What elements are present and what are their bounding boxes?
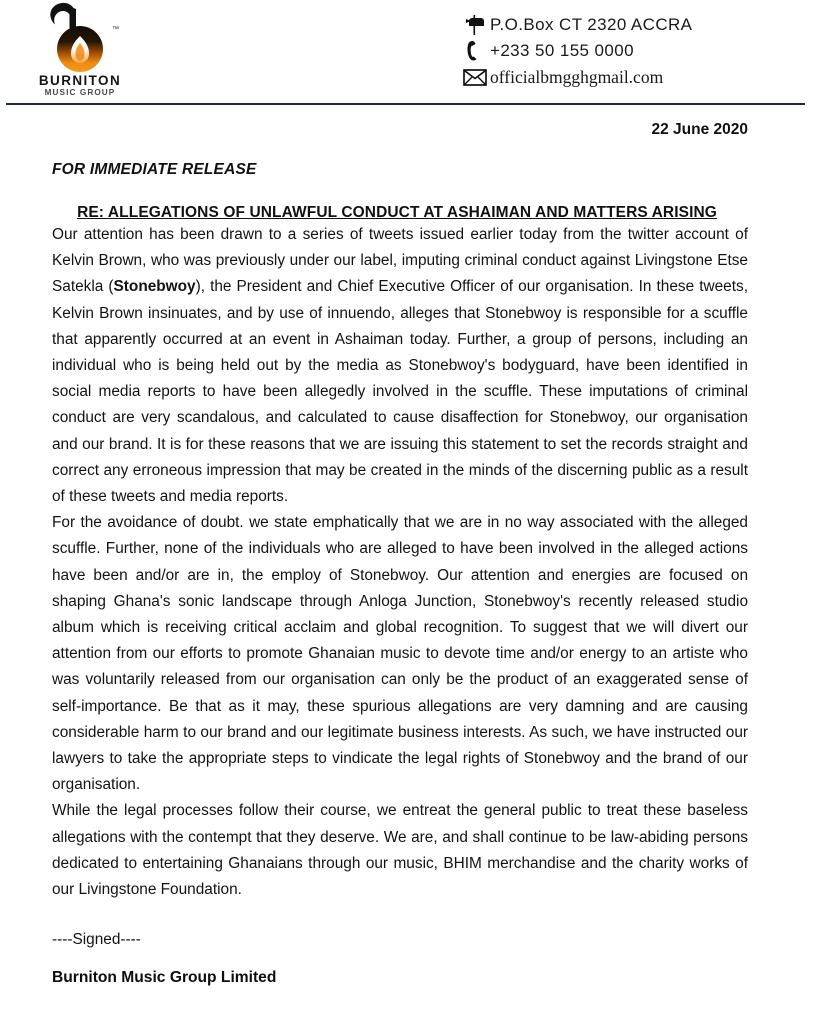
envelope-icon [460, 69, 490, 86]
wordmark-primary: BURNITON [38, 73, 122, 88]
paragraph-one [52, 222, 748, 510]
header-divider [6, 103, 805, 105]
phone-number-text: +233 50 155 0000 [490, 41, 634, 60]
document-date: 22 June 2020 [651, 121, 748, 138]
letterhead [0, 0, 819, 100]
contact-address-row [460, 12, 692, 38]
burniton-music-note-flame-icon [26, 0, 134, 76]
trademark-glyph: ™ [112, 26, 119, 33]
paragraph-one-text-a: Our attention has been drawn to a series of tweets issued earlier today from the twitter account of Kelvin Brown, who was previously under our label, imputing criminal conduct against Livingstone Etse Satekla ( [52, 226, 748, 296]
wordmark-secondary: MUSIC GROUP [44, 87, 116, 97]
email-address-text: officialbmgghgmail.com [490, 66, 664, 87]
contact-details [460, 0, 692, 90]
release-tag: FOR IMMEDIATE RELEASE [52, 161, 257, 178]
stonebwoy-emphasis: Stonebwoy [113, 278, 196, 296]
contact-email-row [460, 64, 692, 90]
document-body [0, 121, 819, 987]
telephone-icon [460, 40, 490, 62]
company-signature: Burniton Music Group Limited [52, 969, 277, 987]
signed-line: ----Signed---- [52, 931, 141, 949]
postal-address-text: P.O.Box CT 2320 ACCRA [490, 15, 693, 34]
paragraph-two: For the avoidance of doubt. we state emphatically that we are in no way associated with the alleged scuffle. Further, none of the individuals who are alleged to have been involved in the alleged actions have been and/or are in, the employ of Stonebwoy. Our attention and energies are focused on shaping Ghana's sonic landscape through Anloga Junction, Stonebwoy's recently released studio album which is receiving critical acclaim and global recognition. To suggest that we will divert our attention from our efforts to promote Ghanaian music to devote time and/or energy to an artiste who was voluntarily released from our organisation can only be the product of an exaggerated sense of self-importance. Be that as it may, these spurious allegations are very damning and are causing considerable harm to our brand and our legitimate business interests. As such, we have instructed our lawyers to take the appropriate steps to vindicate the legal rights of Stonebwoy and the brand of our organisation. [52, 514, 748, 794]
company-wordmark [39, 74, 121, 97]
mailbox-icon [460, 15, 490, 35]
subject-heading: RE: ALLEGATIONS OF UNLAWFUL CONDUCT AT ASHAIMAN AND MATTERS ARISING [77, 204, 717, 221]
company-logo [0, 0, 160, 97]
contact-phone-row [460, 38, 692, 64]
paragraph-three: While the legal processes follow their course, we entreat the general public to treat these baseless allegations with the contempt that they deserve. We are, and shall continue to be law-abiding persons dedicated to entertaining Ghanaians through our music, BHIM merchandise and the charity works of our Livingstone Foundation. [52, 802, 748, 899]
paragraph-one-text-b: ), the President and Chief Executive Officer of our organisation. In these tweets, Kelvin Brown insinuates, and by use of innuendo, alleges that Stonebwoy is responsible for a scuffle that apparently occurred at an event in Ashaiman today. Further, a group of persons, including an individual who is being held out by the media as Stonebwoy's bodyguard, have been identified in social media reports to have been allegedly involved in the scuffle. These imputations of criminal conduct are very scandalous, and calculated to cause disaffection for Stonebwoy, our organisation and our brand. It is for these reasons that we are issuing this statement to set the records straight and correct any erroneous impression that may be created in the minds of the discerning public as a result of these tweets and media reports. [52, 278, 748, 506]
